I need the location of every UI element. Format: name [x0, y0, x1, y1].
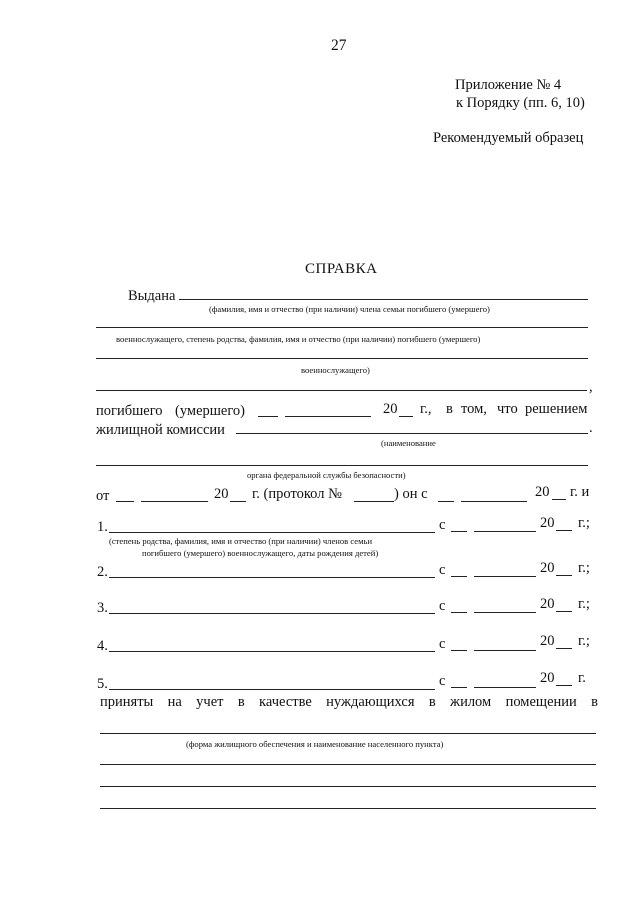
- protocol-year: 20: [214, 486, 229, 502]
- page-number: 27: [331, 37, 347, 54]
- family-member-line[interactable]: [109, 651, 435, 652]
- protocol-number-line[interactable]: [354, 501, 394, 502]
- commission-label: жилищной комиссии: [96, 422, 225, 438]
- issued-caption-1: (фамилия, имя и отчество (при наличии) члена семьи погибшего (умершего): [209, 304, 490, 314]
- document-title: СПРАВКА: [305, 261, 378, 277]
- family-year-line[interactable]: [556, 648, 572, 649]
- commission-dot: .: [589, 420, 593, 436]
- family-row-number: 1.: [97, 519, 108, 535]
- issued-line-4[interactable]: [96, 390, 587, 391]
- family-day-line[interactable]: [451, 576, 467, 577]
- issued-line-3[interactable]: [96, 358, 588, 359]
- deceased-word-6: решением: [525, 401, 588, 417]
- issued-label: Выдана: [128, 288, 176, 304]
- deceased-word-5: что: [497, 401, 518, 417]
- extra-line-2[interactable]: [100, 786, 596, 787]
- family-row-number: 4.: [97, 638, 108, 654]
- deceased-year: 20: [383, 401, 398, 417]
- family-year: 20: [540, 596, 555, 612]
- commission-caption-name: (наименование: [381, 438, 436, 448]
- issued-caption-3: военнослужащего): [301, 365, 370, 375]
- family-day-line[interactable]: [451, 531, 467, 532]
- since-day-line[interactable]: [438, 501, 454, 502]
- accepted-word: нуждающихся: [326, 694, 415, 710]
- housing-form-line[interactable]: [100, 733, 596, 734]
- issued-caption-2: военнослужащего, степень родства, фамилия, имя и отчество (при наличии) погибшего (умершего): [116, 334, 481, 344]
- deceased-day-line[interactable]: [258, 416, 278, 417]
- family-member-line[interactable]: [109, 689, 435, 690]
- protocol-month-line[interactable]: [141, 501, 208, 502]
- order-reference: к Порядку (пп. 6, 10): [456, 95, 585, 111]
- appendix-label: Приложение № 4: [455, 77, 562, 93]
- family-year-line[interactable]: [556, 530, 572, 531]
- family-caption-1: (степень родства, фамилия, имя и отчество (при наличии) членов семьи: [109, 536, 373, 546]
- issued-comma: ,: [589, 379, 593, 395]
- housing-form-caption: (форма жилищного обеспечения и наименование населенного пункта): [186, 739, 444, 749]
- family-year-line[interactable]: [556, 685, 572, 686]
- extra-line-3[interactable]: [100, 808, 596, 809]
- protocol-year-line[interactable]: [230, 501, 246, 502]
- family-year-line[interactable]: [556, 575, 572, 576]
- deceased-word-3: в: [446, 401, 453, 417]
- deceased-g: г.,: [420, 401, 432, 417]
- accepted-word: учет: [196, 694, 224, 710]
- deceased-year-line[interactable]: [399, 416, 413, 417]
- family-year: 20: [540, 670, 555, 686]
- since-month-line[interactable]: [461, 501, 527, 502]
- family-year: 20: [540, 633, 555, 649]
- family-day-line[interactable]: [451, 650, 467, 651]
- deceased-word-4: том,: [461, 401, 487, 417]
- commission-name-line[interactable]: [236, 433, 588, 434]
- accepted-sentence: [100, 694, 598, 711]
- family-member-line[interactable]: [109, 613, 435, 614]
- sample-label: Рекомендуемый образец: [433, 130, 584, 146]
- family-g: г.;: [578, 515, 590, 531]
- family-since: с: [439, 562, 446, 578]
- protocol-end: г. и: [570, 484, 590, 500]
- family-caption-2: погибшего (умершего) военнослужащего, даты рождения детей): [142, 548, 379, 558]
- since-year-line[interactable]: [552, 499, 566, 500]
- family-member-line[interactable]: [109, 577, 435, 578]
- since-year: 20: [535, 484, 550, 500]
- family-since: с: [439, 598, 446, 614]
- organ-line[interactable]: [96, 465, 588, 466]
- accepted-word: на: [167, 694, 182, 710]
- issued-name-line[interactable]: [179, 299, 588, 300]
- family-since: с: [439, 673, 446, 689]
- accepted-word: помещении: [505, 694, 577, 710]
- family-month-line[interactable]: [474, 612, 536, 613]
- accepted-word: приняты: [100, 694, 154, 710]
- family-g: г.;: [578, 560, 590, 576]
- deceased-word-2: (умершего): [175, 403, 246, 419]
- family-g: г.;: [578, 596, 590, 612]
- deceased-month-line[interactable]: [285, 416, 371, 417]
- protocol-day-line[interactable]: [116, 501, 134, 502]
- family-day-line[interactable]: [451, 612, 467, 613]
- protocol-on-since: ) он с: [394, 486, 428, 502]
- commission-caption-organ: органа федеральной службы безопасности): [247, 470, 406, 480]
- accepted-word: в: [428, 694, 436, 710]
- family-month-line[interactable]: [474, 531, 536, 532]
- protocol-from: от: [96, 488, 110, 504]
- family-since: с: [439, 636, 446, 652]
- extra-line-1[interactable]: [100, 764, 596, 765]
- family-row-number: 3.: [97, 600, 108, 616]
- family-g: г.;: [578, 633, 590, 649]
- family-month-line[interactable]: [474, 576, 536, 577]
- family-year: 20: [540, 560, 555, 576]
- accepted-word: качестве: [259, 694, 312, 710]
- family-month-line[interactable]: [474, 687, 536, 688]
- family-month-line[interactable]: [474, 650, 536, 651]
- issued-line-2[interactable]: [96, 327, 588, 328]
- family-row-number: 5.: [97, 676, 108, 692]
- family-row-number: 2.: [97, 564, 108, 580]
- protocol-text: г. (протокол №: [252, 486, 342, 502]
- family-day-line[interactable]: [451, 687, 467, 688]
- accepted-word: в: [237, 694, 245, 710]
- family-year: 20: [540, 515, 555, 531]
- deceased-word-1: погибшего: [96, 403, 163, 419]
- family-g: г.: [578, 670, 586, 686]
- family-member-line[interactable]: [109, 532, 435, 533]
- family-year-line[interactable]: [556, 611, 572, 612]
- family-since: с: [439, 517, 446, 533]
- accepted-word: жилом: [450, 694, 492, 710]
- accepted-word: в: [591, 694, 598, 710]
